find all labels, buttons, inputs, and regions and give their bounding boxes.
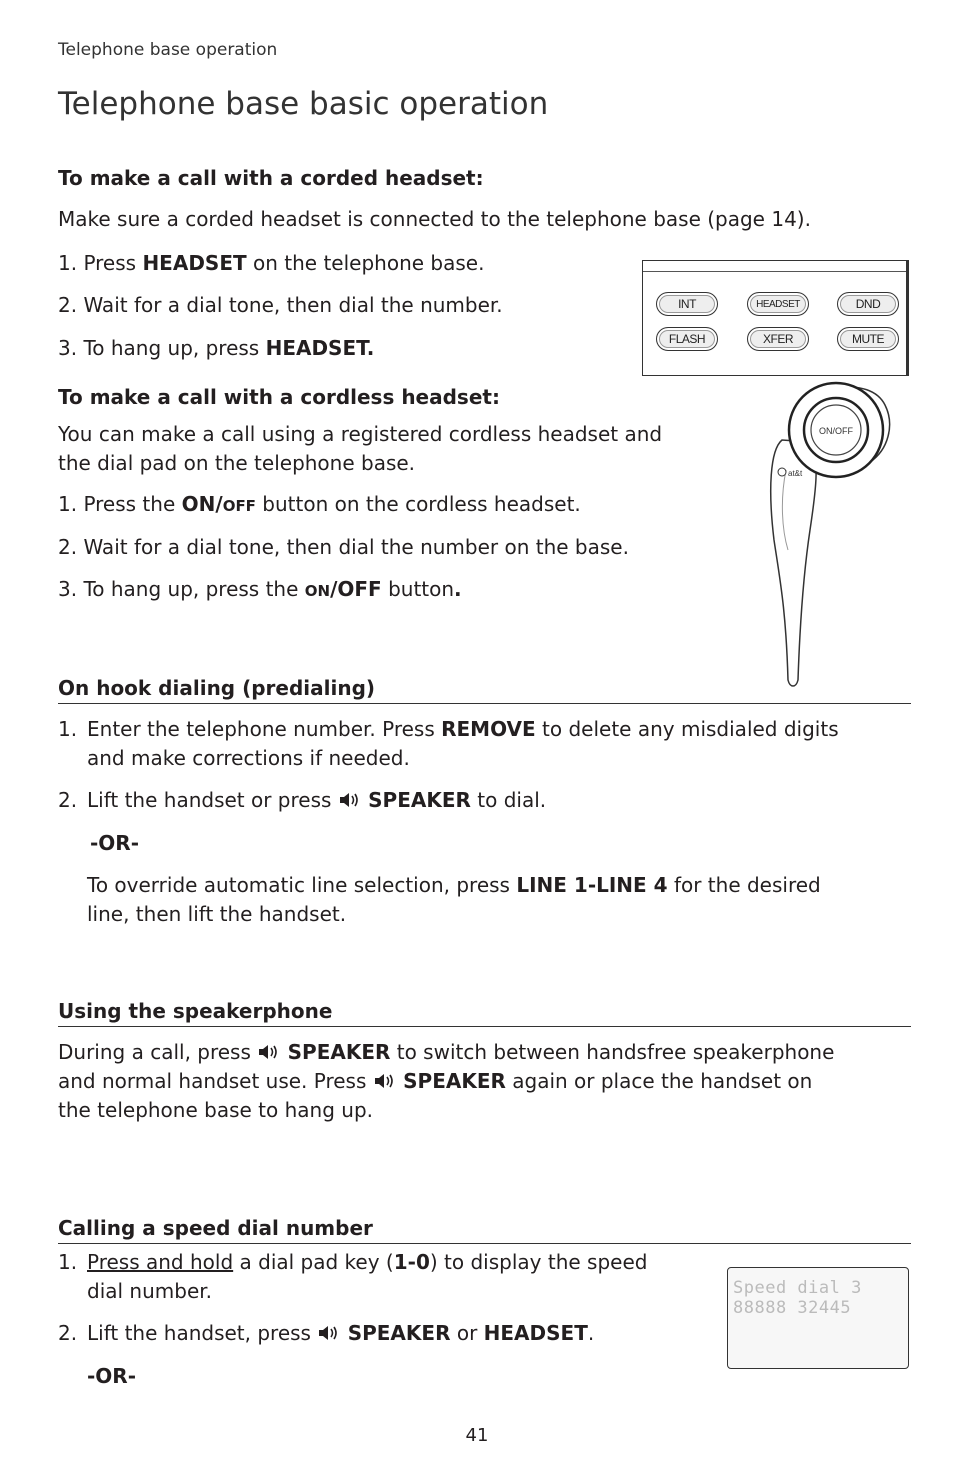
corded-intro: Make sure a corded headset is connected to the telephone base (page 14). <box>58 207 811 231</box>
keypad-edge-line <box>643 271 906 272</box>
onhook-override-line-2: line, then lift the handset. <box>87 902 347 926</box>
onhook-step-1-line-2: and make corrections if needed. <box>87 746 410 770</box>
cordless-heading: To make a call with a cordless headset: <box>58 385 500 409</box>
speeddial-or: -OR- <box>87 1364 137 1388</box>
base-keypad-figure <box>642 260 909 376</box>
corded-step-2: 2. Wait for a dial tone, then dial the number. <box>58 293 503 317</box>
corded-step-1: 1. Press HEADSET on the telephone base. <box>58 251 485 275</box>
onhook-rule <box>58 703 911 704</box>
cordless-headset-figure <box>760 380 910 690</box>
on-off-button-label: ON/OFF <box>819 426 853 436</box>
onhook-or: -OR- <box>90 831 140 855</box>
lcd-display-figure <box>727 1267 909 1369</box>
speaker-icon <box>373 1072 397 1090</box>
corded-step-3: 3. To hang up, press HEADSET. <box>58 336 375 360</box>
speakerphone-line-2: and normal handset use. Press SPEAKER again or place the handset on <box>58 1069 813 1093</box>
cordless-step-1: 1. Press the ON/OFF button on the cordless headset. <box>58 492 581 516</box>
lcd-line-1: Speed dial 3 <box>733 1278 862 1298</box>
lcd-line-2: 88888 32445 <box>733 1298 852 1318</box>
corded-heading: To make a call with a corded headset: <box>58 166 484 190</box>
flash-key: FLASH <box>656 327 718 351</box>
speakerphone-rule <box>58 1026 911 1027</box>
page-title: Telephone base basic operation <box>58 86 549 122</box>
cordless-intro-line-2: the dial pad on the telephone base. <box>58 451 416 475</box>
onhook-step-2: 2. Lift the handset or press SPEAKER to dial. <box>58 788 547 812</box>
int-key: INT <box>656 292 718 316</box>
speaker-icon <box>317 1324 341 1342</box>
xfer-key: XFER <box>747 327 809 351</box>
speakerphone-heading: Using the speakerphone <box>58 999 333 1023</box>
brand-text: at&t <box>788 469 803 478</box>
cordless-step-3: 3. To hang up, press the ON/OFF button. <box>58 577 462 601</box>
speakerphone-line-3: the telephone base to hang up. <box>58 1098 373 1122</box>
onhook-heading: On hook dialing (predialing) <box>58 676 376 700</box>
onhook-override: To override automatic line selection, press LINE 1-LINE 4 for the desired <box>87 873 821 897</box>
brand-logo-icon <box>778 468 786 476</box>
cordless-intro-line-1: You can make a call using a registered cordless headset and <box>58 422 663 446</box>
headset-key: HEADSET <box>747 292 809 316</box>
dnd-key: DND <box>837 292 899 316</box>
speeddial-step-1-line-2: dial number. <box>87 1279 212 1303</box>
speeddial-step-2: 2. Lift the handset, press SPEAKER or HEADSET. <box>58 1321 595 1345</box>
mute-key: MUTE <box>837 327 899 351</box>
cordless-step-2: 2. Wait for a dial tone, then dial the number on the base. <box>58 535 629 559</box>
speeddial-rule <box>58 1243 911 1244</box>
onhook-step-1: 1. Enter the telephone number. Press REMOVE to delete any misdialed digits <box>58 717 839 741</box>
page-number: 41 <box>465 1425 489 1446</box>
running-head: Telephone base operation <box>58 40 278 60</box>
speakerphone-line-1: During a call, press SPEAKER to switch between handsfree speakerphone <box>58 1040 835 1064</box>
speeddial-step-1: 1. Press and hold a dial pad key (1-0) to display the speed <box>58 1250 648 1274</box>
speaker-icon <box>338 791 362 809</box>
speaker-icon <box>257 1043 281 1061</box>
speeddial-heading: Calling a speed dial number <box>58 1216 373 1240</box>
